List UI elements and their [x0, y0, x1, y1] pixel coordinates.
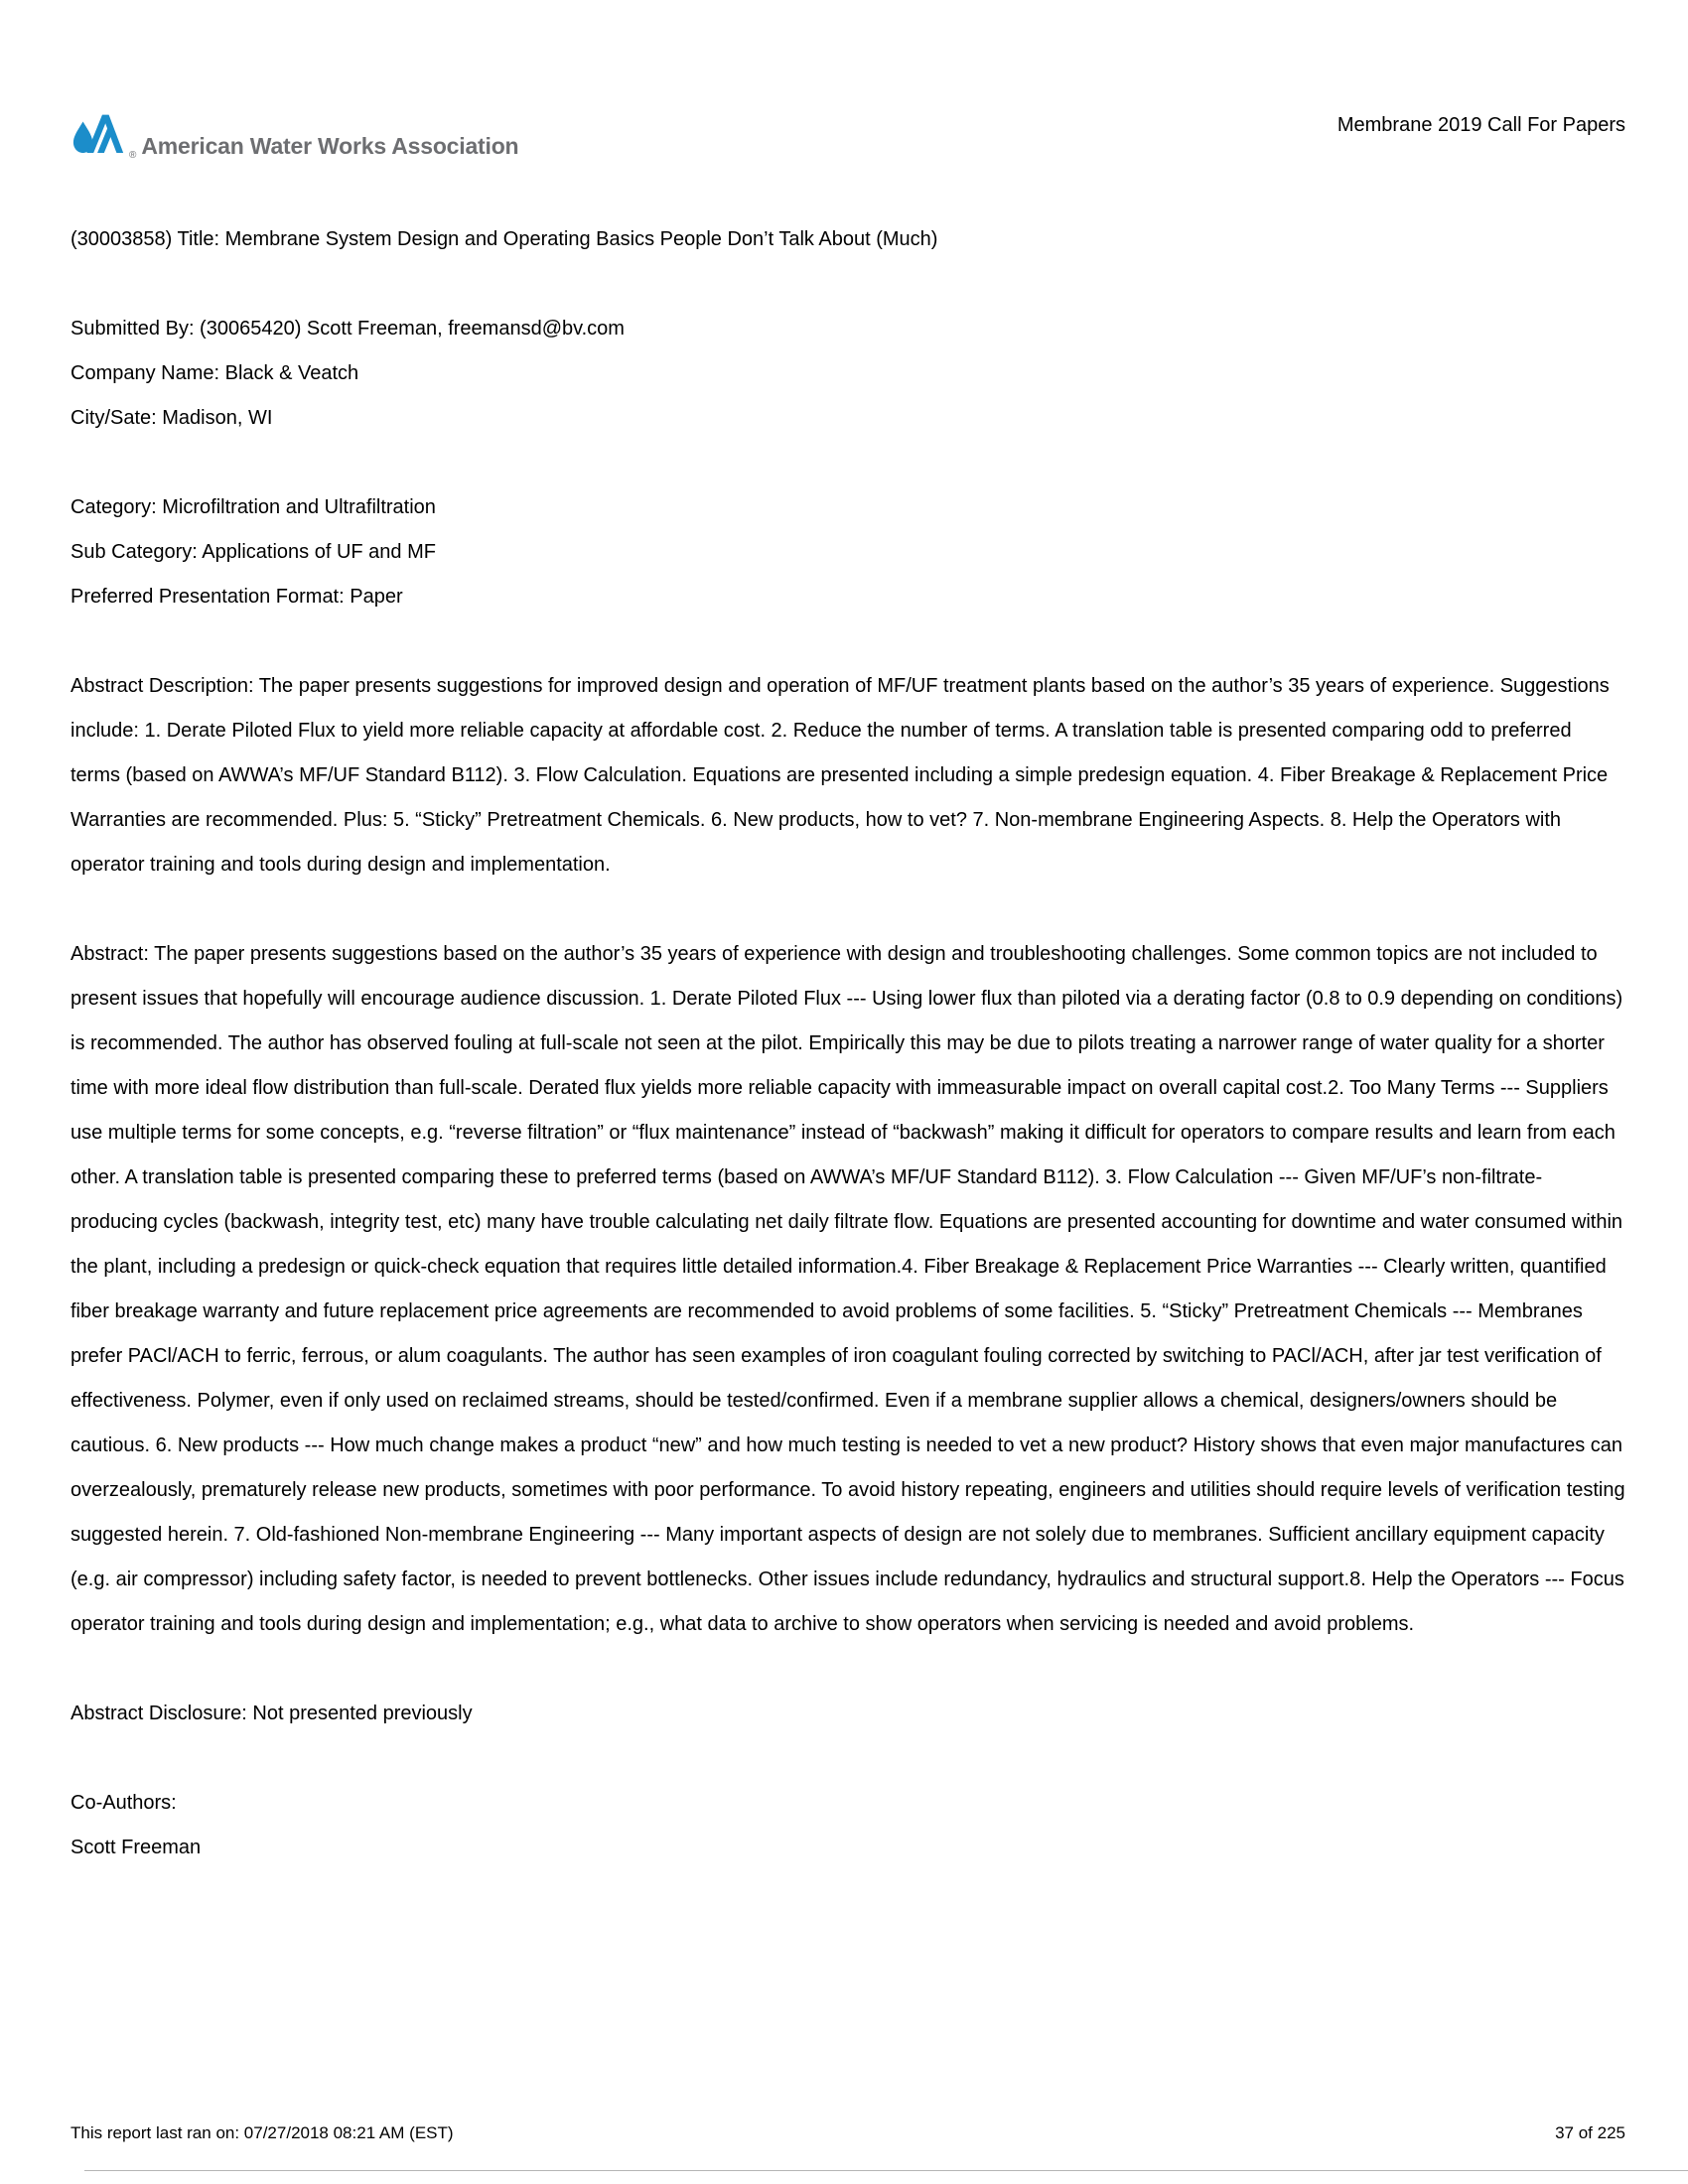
- footer-last-ran: This report last ran on: 07/27/2018 08:21 AM (EST): [70, 2123, 454, 2142]
- registered-trademark: ®: [129, 150, 137, 161]
- abstract-paragraph: Abstract: The paper presents suggestions based on the author’s 35 years of experience with design and troubleshooting challenges. Some common topics are not included to present issues that hopefully will encourage audience discussion. 1. Derate Piloted Flux --- Using lower flux than piloted via a derating factor (0.8 to 0.9 depending on conditions) is recommended. The author has observed fouling at full-scale not seen at the pilot. Empirically this may be due to pilots treating a narrower range of water quality for a shorter time with more ideal flow distribution than full-scale. Derated flux yields more reliable capacity with immeasurable impact on overall capital cost.2. Too Many Terms --- Suppliers use multiple terms for some concepts, e.g. “reverse filtration” or “flux maintenance” instead of “backwash” making it difficult for operators to compare results and learn from each other. A translation table is presented comparing these to preferred terms (based on AWWA’s MF/UF Standard B112). 3. Flow Calculation --- Given MF/UF’s non-filtrate-producing cycles (backwash, integrity test, etc) many have trouble calculating net daily filtrate flow. Equations are presented accounting for downtime and water consumed within the plant, including a predesign or quick-check equation that requires little detailed information.4. Fiber Breakage & Replacement Price Warranties --- Clearly written, quantified fiber breakage warranty and future replacement price agreements are recommended to avoid problems of some facilities. 5. “Sticky” Pretreatment Chemicals --- Membranes prefer PACl/ACH to ferric, ferrous, or alum coagulants. The author has seen examples of iron coagulant fouling corrected by switching to PACl/ACH, after jar test verification of effectiveness. Polymer, even if only used on reclaimed streams, should be tested/confirmed. Even if a membrane supplier allows a chemical, designers/owners should be cautious. 6. New products --- How much change makes a product “new” and how much testing is needed to vet a new product? History shows that even major manufactures can overzealously, prematurely release new products, sometimes with poor performance. To avoid history repeating, engineers and utilities should require levels of verification testing suggested herein. 7. Old-fashioned Non-membrane Engineering --- Many important aspects of design are not solely due to membranes. Sufficient ancillary equipment capacity (e.g. air compressor) including safety factor, is needed to prevent bottlenecks. Other issues include redundancy, hydraulics and structural support.8. Help the Operators --- Focus operator training and tools during design and implementation; e.g., what data to archive to show operators when servicing is needed and avoid problems.: [70, 943, 1625, 1635]
- footer-page-number: 37 of 225: [1555, 2123, 1625, 2142]
- preferred-format-line: Preferred Presentation Format: Paper: [70, 586, 403, 608]
- category-line: Category: Microfiltration and Ultrafiltration: [70, 496, 436, 518]
- footer-rule: [84, 2170, 1688, 2171]
- footer: [70, 2122, 1625, 2144]
- submitted-by-line: Submitted By: (30065420) Scott Freeman, freemansd@bv.com: [70, 318, 625, 340]
- report-title: Membrane 2019 Call For Papers: [1336, 114, 1625, 136]
- city-state-line: City/Sate: Madison, WI: [70, 407, 273, 429]
- submitter-info: [70, 307, 1625, 441]
- submission-title: (30003858) Title: Membrane System Design and Operating Basics People Don’t Talk About (Much): [70, 228, 938, 250]
- co-authors-section: [70, 1781, 1625, 1870]
- company-name-line: Company Name: Black & Veatch: [70, 362, 359, 384]
- awwa-logo: [70, 111, 518, 163]
- abstract-disclosure-line: Abstract Disclosure: Not presented previously: [70, 1703, 473, 1724]
- abstract-description-paragraph: Abstract Description: The paper presents suggestions for improved design and operation of MF/UF treatment plants based on the author’s 35 years of experience. Suggestions include: 1. Derate Piloted Flux to yield more reliable capacity at affordable cost. 2. Reduce the number of terms. A translation table is presented comparing odd to preferred terms (based on AWWA’s MF/UF Standard B112). 3. Flow Calculation. Equations are presented including a simple predesign equation. 4. Fiber Breakage & Replacement Price Warranties are recommended. Plus: 5. “Sticky” Pretreatment Chemicals. 6. New products, how to vet? 7. Non-membrane Engineering Aspects. 8. Help the Operators with operator training and tools during design and implementation.: [70, 675, 1610, 876]
- header: [0, 0, 1688, 163]
- co-authors-label: Co-Authors:: [70, 1792, 177, 1814]
- awwa-logo-text: American Water Works Association: [141, 133, 519, 159]
- sub-category-line: Sub Category: Applications of UF and MF: [70, 541, 436, 563]
- co-author-name: Scott Freeman: [70, 1837, 202, 1858]
- awwa-logo-icon: [70, 111, 128, 163]
- category-info: [70, 485, 1625, 619]
- submission-content: [0, 217, 1688, 1870]
